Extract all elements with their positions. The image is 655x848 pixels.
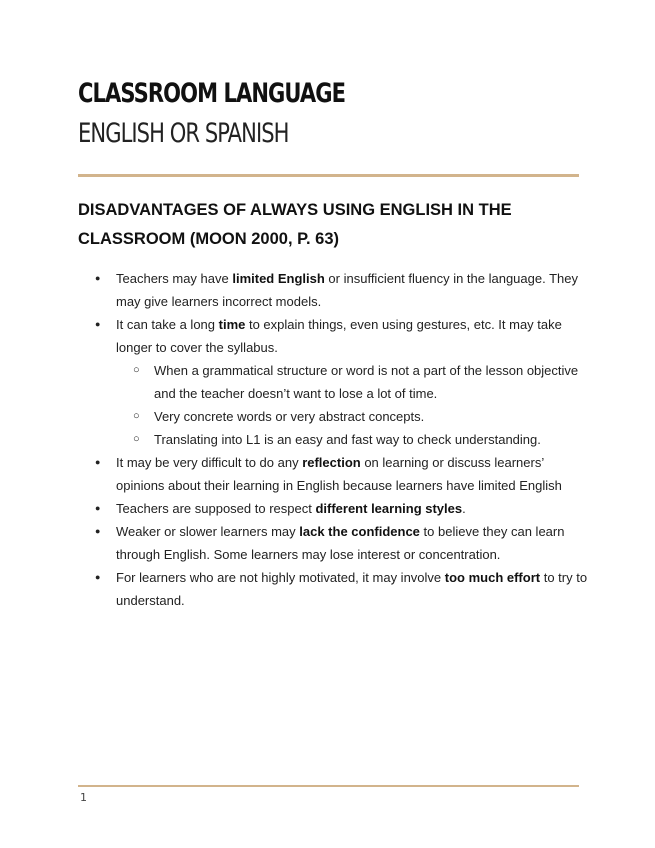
section-heading-line-1: DISADVANTAGES OF ALWAYS USING ENGLISH IN THE: [78, 201, 512, 219]
list-item-emphasis: limited English: [232, 271, 325, 286]
list-item-emphasis: lack the confidence: [299, 524, 420, 539]
list-item-emphasis: time: [218, 317, 246, 332]
list-item-text: It may be very difficult to do any: [116, 455, 303, 470]
sub-list: [116, 359, 588, 451]
list-item-emphasis: too much effort: [444, 570, 541, 585]
list-item-text: Weaker or slower learners may: [116, 524, 300, 539]
list-item-emphasis: different learning styles: [315, 501, 463, 516]
sub-list-item: ○ Translating into L1 is an easy and fast way to check understanding.: [116, 428, 588, 451]
list-item: [78, 520, 588, 566]
list-item: [78, 497, 588, 520]
list-item: [78, 566, 588, 612]
list-item: [78, 267, 588, 313]
page-number: 1: [80, 791, 87, 804]
list-item-text: Teachers are supposed to respect: [116, 501, 316, 516]
sub-list-item: ○ When a grammatical structure or word is not a part of the lesson objective and the teacher doesn’t want to lose a lot of time.: [116, 359, 588, 405]
section-heading: [78, 196, 578, 254]
list-item-text: or insufficient fluency in the language. They may give learners incorrect models.: [116, 271, 578, 309]
list-item: [78, 313, 588, 451]
page-title: CLASSROOM LANGUAGE: [78, 78, 346, 109]
list-item-text: For learners who are not highly motivated, it may involve: [116, 570, 445, 585]
footer-divider: [78, 785, 579, 787]
list-item-text: Teachers may have: [116, 271, 233, 286]
list-item-text: to explain things, even using gestures, etc. It may take longer to cover the syllabus.: [116, 317, 562, 355]
disadvantages-list: [78, 267, 588, 612]
sub-list-item: ○ Very concrete words or very abstract concepts.: [116, 405, 588, 428]
list-item: [78, 451, 588, 497]
page-subtitle: ENGLISH OR SPANISH: [78, 118, 289, 149]
list-item-text: It can take a long: [116, 317, 219, 332]
header-divider: [78, 174, 579, 177]
list-item-text: on learning or discuss learners’ opinions about their learning in English because learners have limited English: [116, 455, 562, 493]
list-item-emphasis: reflection: [302, 455, 361, 470]
section-heading-line-2: CLASSROOM (MOON 2000, P. 63): [78, 230, 340, 248]
list-item-text: .: [462, 501, 466, 516]
list-item-text: to try to understand.: [116, 570, 588, 608]
list-item-text: to believe they can learn through English. Some learners may lose interest or concentration.: [116, 524, 565, 562]
